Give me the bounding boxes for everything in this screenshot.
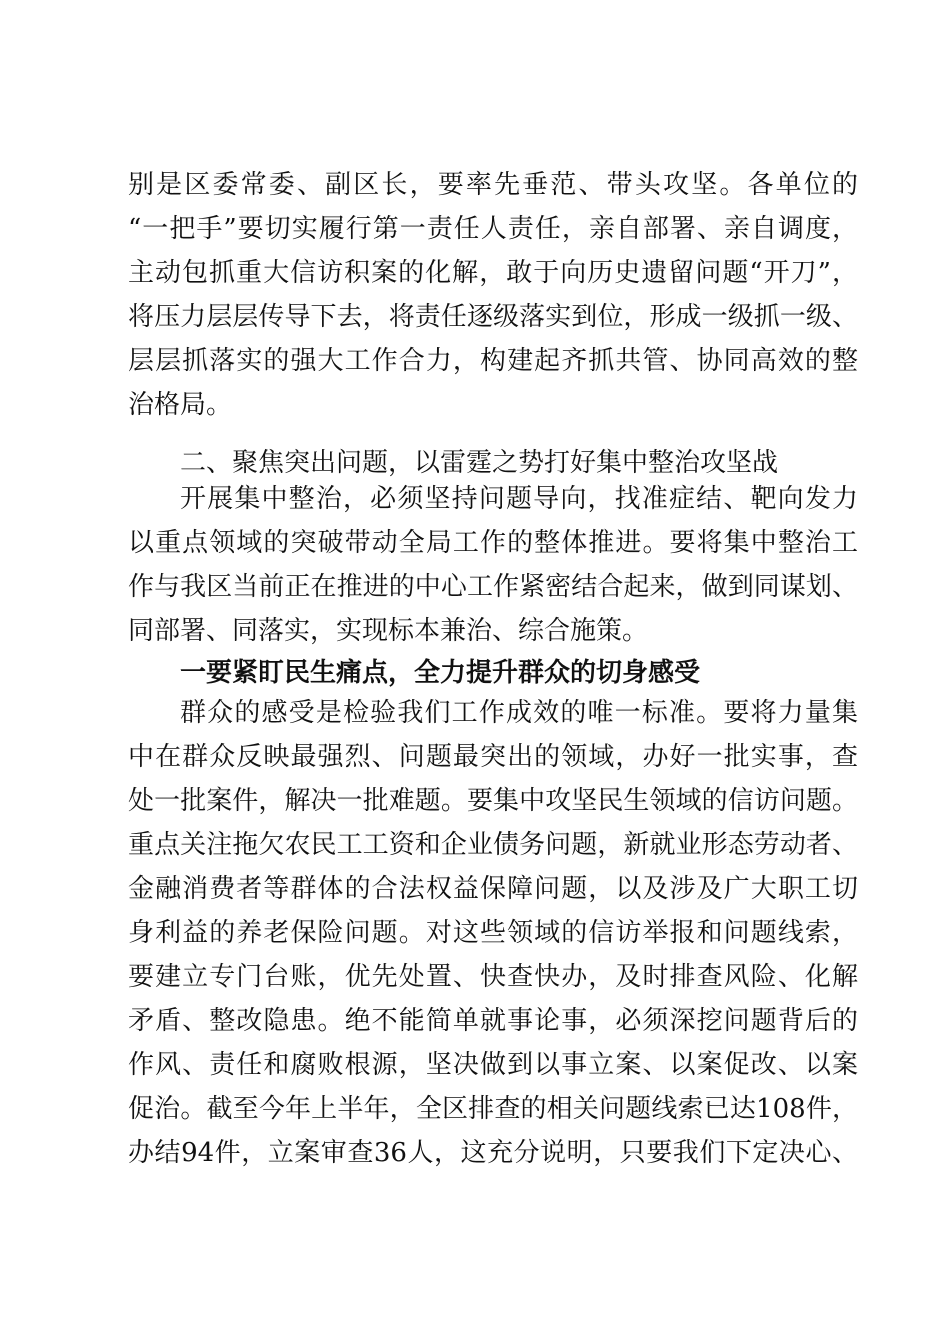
subsection-heading: 一要紧盯民生痛点，全力提升群众的切身感受	[180, 658, 701, 688]
paragraph-line: 作风、责任和腐败根源，坚决做到以事立案、以案促改、以案	[128, 1050, 858, 1080]
paragraph-line: 治格局。	[128, 390, 233, 420]
paragraph-line: 同部署、同落实，实现标本兼治、综合施策。	[128, 616, 649, 646]
paragraph-line: 办结94件，立案审查36人，这充分说明，只要我们下定决心、	[128, 1138, 858, 1168]
paragraph-line: 促治。截至今年上半年，全区排查的相关问题线索已达108件，	[128, 1094, 858, 1124]
paragraph-line: 要建立专门台账，优先处置、快查快办，及时排查风险、化解	[128, 962, 858, 992]
paragraph-line: 矛盾、整改隐患。绝不能简单就事论事，必须深挖问题背后的	[128, 1006, 858, 1036]
paragraph-line: 处一批案件，解决一批难题。要集中攻坚民生领域的信访问题。	[128, 786, 858, 816]
paragraph-line: “一把手”要切实履行第一责任人责任，亲自部署、亲自调度，	[128, 214, 858, 244]
paragraph-line: 别是区委常委、副区长，要率先垂范、带头攻坚。各单位的	[128, 170, 858, 200]
paragraph-line: 主动包抓重大信访积案的化解，敢于向历史遗留问题“开刀”，	[128, 258, 858, 288]
paragraph-line: 开展集中整治，必须坚持问题导向，找准症结、靶向发力	[180, 484, 858, 514]
paragraph-line: 金融消费者等群体的合法权益保障问题，以及涉及广大职工切	[128, 874, 858, 904]
paragraph-line: 身利益的养老保险问题。对这些领域的信访举报和问题线索，	[128, 918, 858, 948]
paragraph-line: 将压力层层传导下去，将责任逐级落实到位，形成一级抓一级、	[128, 302, 858, 332]
paragraph-line: 重点关注拖欠农民工工资和企业债务问题，新就业形态劳动者、	[128, 830, 858, 860]
paragraph-line: 群众的感受是检验我们工作成效的唯一标准。要将力量集	[180, 698, 858, 728]
paragraph-line: 以重点领域的突破带动全局工作的整体推进。要将集中整治工	[128, 528, 858, 558]
paragraph-line: 层层抓落实的强大工作合力，构建起齐抓共管、协同高效的整	[128, 346, 858, 376]
paragraph-line: 作与我区当前正在推进的中心工作紧密结合起来，做到同谋划、	[128, 572, 858, 602]
section-heading: 二、聚焦突出问题，以雷霆之势打好集中整治攻坚战	[180, 448, 779, 478]
paragraph-line: 中在群众反映最强烈、问题最突出的领域，办好一批实事，查	[128, 742, 858, 772]
